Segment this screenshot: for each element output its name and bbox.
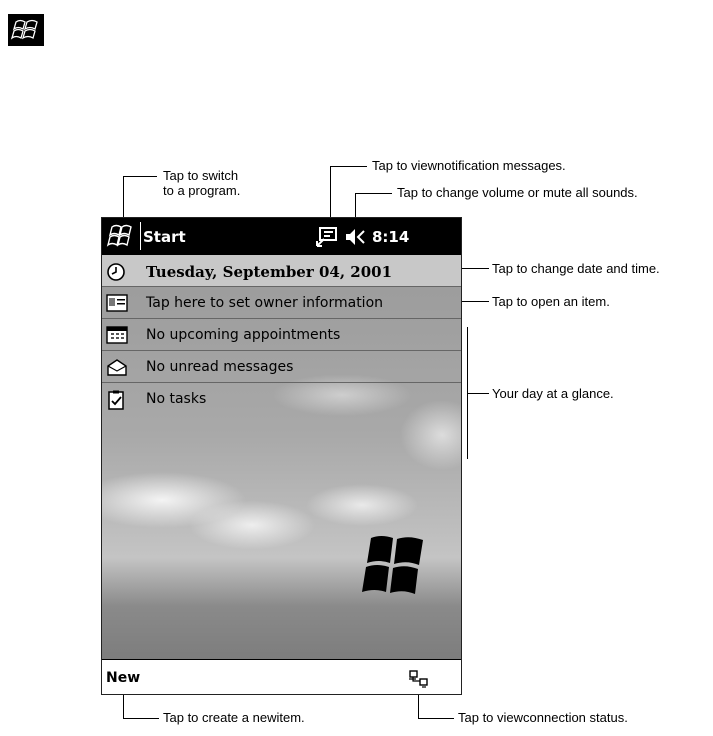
callout-new-item: Tap to create a newitem. [163, 710, 305, 725]
tasks-row[interactable] [102, 383, 461, 415]
tasks-clipboard-icon [106, 390, 126, 408]
volume-icon[interactable] [345, 228, 367, 246]
windows-logo-icon [8, 14, 44, 46]
callout-switch-program: Tap to switch to a program. [163, 168, 241, 198]
date-text: Tuesday, September 04, 2001 [146, 263, 393, 281]
owner-card-icon [106, 294, 126, 312]
callout-notifications: Tap to viewnotification messages. [372, 158, 566, 173]
date-row[interactable] [102, 255, 461, 287]
command-bar [102, 659, 461, 695]
inbox-envelope-icon [106, 358, 126, 376]
callout-connection: Tap to viewconnection status. [458, 710, 628, 725]
tasks-text: No tasks [146, 391, 207, 407]
notification-icon[interactable] [316, 227, 338, 247]
callout-volume: Tap to change volume or mute all sounds. [397, 185, 638, 200]
clock-icon [106, 262, 126, 280]
callout-open-item: Tap to open an item. [492, 294, 610, 309]
start-menu-icon[interactable] [106, 223, 136, 250]
start-button[interactable]: Start [143, 228, 186, 246]
windows-flag-logo [357, 534, 437, 596]
new-button[interactable]: New [106, 670, 141, 686]
pocketpc-today-screen [101, 217, 462, 695]
callout-date-time: Tap to change date and time. [492, 261, 660, 276]
messages-row[interactable] [102, 351, 461, 383]
owner-text: Tap here to set owner information [146, 295, 384, 311]
owner-row[interactable] [102, 287, 461, 319]
title-bar [102, 218, 461, 255]
connection-status-icon[interactable] [408, 669, 430, 689]
wallpaper [102, 255, 461, 659]
calendar-icon [106, 326, 126, 344]
appointments-row[interactable] [102, 319, 461, 351]
appointments-text: No upcoming appointments [146, 327, 341, 343]
messages-text: No unread messages [146, 359, 294, 375]
callout-day-glance: Your day at a glance. [492, 386, 614, 401]
clock[interactable]: 8:14 [372, 228, 410, 246]
